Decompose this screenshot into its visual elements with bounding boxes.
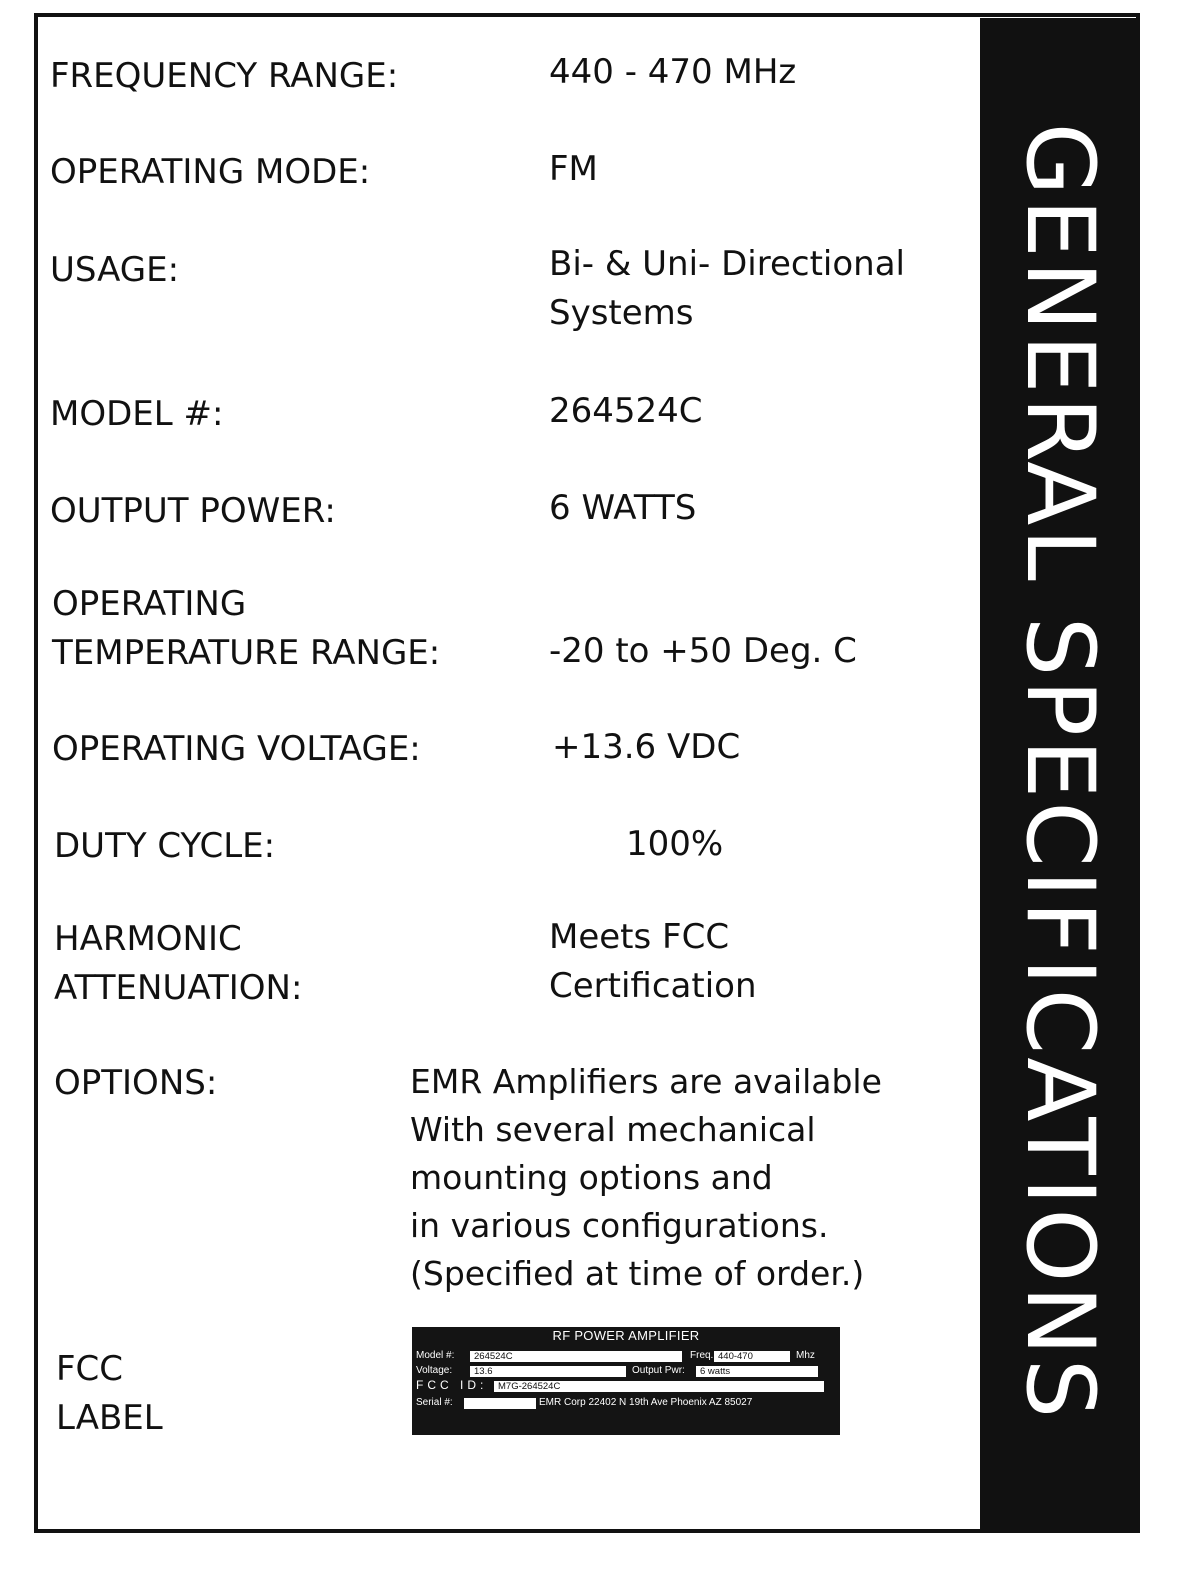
- spec-value-model: 264524C: [549, 391, 703, 431]
- spec-label-output-power: OUTPUT POWER:: [50, 491, 336, 531]
- fcc-serial-label: Serial #:: [416, 1397, 453, 1408]
- spec-label-harmonic-attenuation: HARMONIC ATTENUATION:: [54, 919, 303, 1008]
- spec-label-frequency-range: FREQUENCY RANGE:: [50, 56, 399, 96]
- spec-label-options: OPTIONS:: [54, 1063, 218, 1103]
- fcc-model-value: 264524C: [470, 1351, 682, 1362]
- sidebar-title: GENERAL SPECIFICATIONS: [1005, 122, 1114, 1422]
- spec-label-operating-mode: OPERATING MODE:: [50, 152, 371, 192]
- fcc-id-value: M7G-264524C: [494, 1381, 824, 1392]
- spec-label-operating-voltage: OPERATING VOLTAGE:: [52, 729, 421, 769]
- fcc-address: EMR Corp 22402 N 19th Ave Phoenix AZ 85027: [539, 1397, 753, 1408]
- fcc-label-plate: [412, 1327, 840, 1435]
- fcc-label-title: RF POWER AMPLIFIER: [552, 1328, 700, 1343]
- fcc-serial-value: [464, 1398, 536, 1409]
- fcc-id-label: FCC ID:: [416, 1378, 488, 1392]
- spec-value-frequency-range: 440 - 470 MHz: [549, 52, 797, 92]
- fcc-output-value: 6 watts: [696, 1366, 818, 1377]
- spec-value-duty-cycle: 100%: [626, 824, 724, 864]
- fcc-voltage-label: Voltage:: [416, 1365, 453, 1376]
- fcc-freq-value: 440-470: [714, 1351, 790, 1362]
- fcc-model-label: Model #:: [416, 1350, 455, 1361]
- spec-value-temperature-range: -20 to +50 Deg. C: [549, 631, 857, 671]
- spec-label-model: MODEL #:: [50, 394, 224, 434]
- fcc-freq-unit: Mhz: [796, 1350, 815, 1361]
- spec-value-options: EMR Amplifiers are available With several mechanical mounting options and in various configurations. (Specified at time of order.): [410, 1062, 882, 1293]
- fcc-voltage-value: 13.6: [470, 1366, 626, 1377]
- fcc-freq-label: Freq.: [690, 1350, 714, 1361]
- spec-value-harmonic-attenuation: Meets FCC Certification: [549, 917, 757, 1006]
- spec-label-usage: USAGE:: [50, 250, 180, 290]
- spec-label-temperature-range: OPERATING TEMPERATURE RANGE:: [52, 584, 441, 673]
- spec-value-usage: Bi- & Uni- Directional Systems: [549, 244, 906, 333]
- spec-label-duty-cycle: DUTY CYCLE:: [54, 826, 276, 866]
- fcc-output-label: Output Pwr:: [632, 1365, 685, 1376]
- spec-value-operating-mode: FM: [549, 149, 598, 189]
- spec-value-operating-voltage: +13.6 VDC: [552, 727, 741, 767]
- fcc-label-caption: FCC LABEL: [56, 1349, 163, 1438]
- spec-value-output-power: 6 WATTS: [549, 488, 697, 528]
